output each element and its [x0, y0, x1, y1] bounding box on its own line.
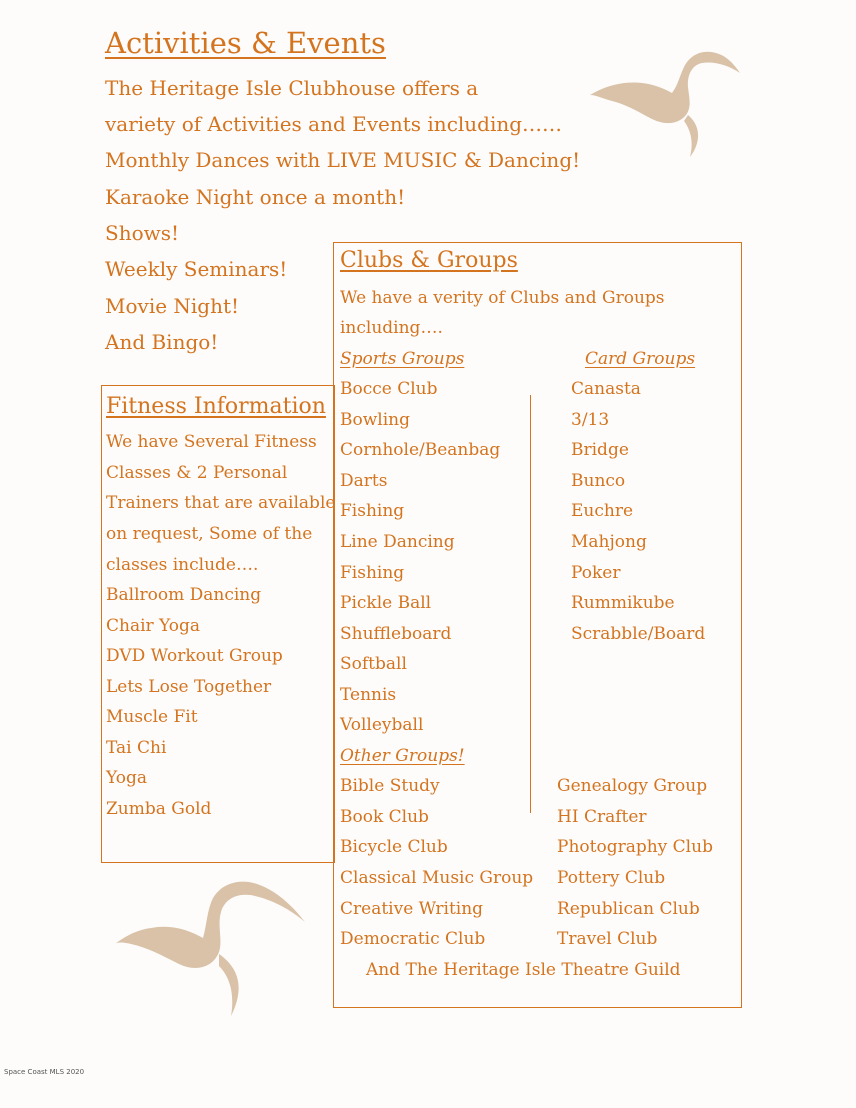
activities-line: Movie Night! [105, 294, 240, 318]
sports-item: Shuffleboard [340, 624, 452, 644]
sports-item: Pickle Ball [340, 593, 432, 613]
clubs-title: Clubs & Groups [340, 248, 518, 273]
clubs-intro-line: including…. [340, 318, 443, 338]
card-item: 3/13 [571, 410, 610, 430]
other-item: Photography Club [557, 837, 713, 857]
other-item: Classical Music Group [340, 868, 534, 888]
card-item: Poker [571, 563, 621, 583]
sports-item: Fishing [340, 563, 405, 583]
fitness-class: Ballroom Dancing [106, 585, 262, 605]
other-item: Book Club [340, 807, 429, 827]
sports-heading: Sports Groups [340, 349, 465, 369]
other-item: Democratic Club [340, 929, 486, 949]
fitness-class: Tai Chi [106, 738, 167, 758]
activities-line: Shows! [105, 221, 180, 245]
fitness-class: Zumba Gold [106, 799, 212, 819]
other-item: Bicycle Club [340, 837, 448, 857]
other-item: Republican Club [557, 899, 700, 919]
activities-line: Weekly Seminars! [105, 257, 288, 281]
fitness-class: Chair Yoga [106, 616, 201, 636]
activities-title: Activities & Events [105, 26, 386, 60]
card-item: Euchre [571, 501, 634, 521]
fitness-intro-line: on request, Some of the [106, 524, 313, 544]
sports-item: Line Dancing [340, 532, 455, 552]
card-item: Canasta [571, 379, 641, 399]
clubs-intro-line: We have a verity of Clubs and Groups [340, 288, 665, 308]
activities-line: The Heritage Isle Clubhouse offers a [105, 76, 479, 100]
card-item: Scrabble/Board [571, 624, 706, 644]
other-item: Pottery Club [557, 868, 666, 888]
card-item: Rummikube [571, 593, 675, 613]
card-item: Mahjong [571, 532, 647, 552]
theatre-guild-line: And The Heritage Isle Theatre Guild [366, 960, 681, 980]
other-heading: Other Groups! [340, 746, 465, 766]
sports-item: Volleyball [340, 715, 424, 735]
activities-line: Monthly Dances with LIVE MUSIC & Dancing! [105, 148, 581, 172]
card-item: Bunco [571, 471, 626, 491]
activities-line: And Bingo! [105, 330, 219, 354]
fitness-intro-line: Trainers that are available [106, 493, 336, 513]
other-item: Travel Club [557, 929, 658, 949]
other-item: HI Crafter [557, 807, 647, 827]
sports-item: Darts [340, 471, 388, 491]
heron-icon [115, 880, 310, 1020]
activities-line: variety of Activities and Events including…… [105, 112, 563, 136]
fitness-class: Lets Lose Together [106, 677, 272, 697]
fitness-intro-line: Classes & 2 Personal [106, 463, 288, 483]
sports-item: Bocce Club [340, 379, 438, 399]
fitness-class: Muscle Fit [106, 707, 198, 727]
watermark-text: Space Coast MLS 2020 [4, 1068, 85, 1076]
sports-item: Bowling [340, 410, 410, 430]
other-item: Bible Study [340, 776, 440, 796]
fitness-intro-line: We have Several Fitness [106, 432, 317, 452]
column-divider [530, 395, 531, 813]
sports-item: Softball [340, 654, 407, 674]
fitness-intro-line: classes include…. [106, 555, 259, 575]
fitness-class: DVD Workout Group [106, 646, 283, 666]
other-item: Genealogy Group [557, 776, 708, 796]
card-item: Bridge [571, 440, 629, 460]
other-item: Creative Writing [340, 899, 484, 919]
fitness-title: Fitness Information [106, 394, 326, 419]
activities-line: Karaoke Night once a month! [105, 185, 406, 209]
sports-item: Fishing [340, 501, 405, 521]
sports-item: Cornhole/Beanbag [340, 440, 501, 460]
fitness-class: Yoga [106, 768, 147, 788]
sports-item: Tennis [340, 685, 397, 705]
heron-icon [590, 45, 750, 165]
card-heading: Card Groups [585, 349, 696, 369]
